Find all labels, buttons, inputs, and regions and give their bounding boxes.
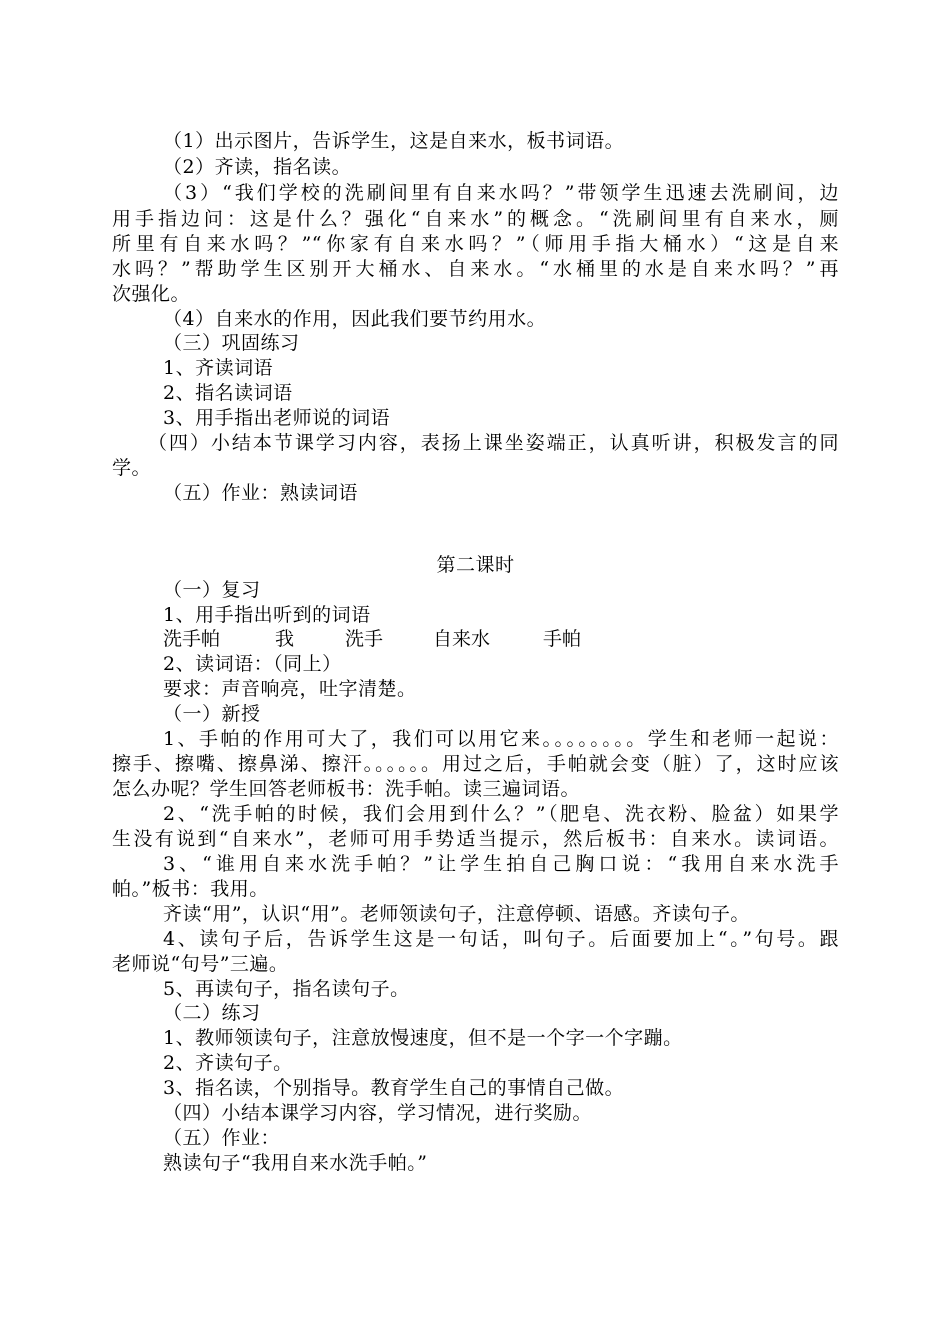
list-item: 1、教师领读句子，注意放慢速度，但不是一个字一个字蹦。 bbox=[163, 1027, 683, 1049]
list-item: 2、读词语：（同上） bbox=[163, 653, 342, 675]
text-line: 熟读句子“我用自来水洗手帕。” bbox=[163, 1152, 428, 1174]
text-line: 水吗？”帮助学生区别开大桶水、自来水。“水桶里的水是自来水吗？”再 bbox=[112, 258, 839, 280]
text-line: （五）作业：熟读词语 bbox=[163, 482, 359, 504]
text-line: 所里有自来水吗？”“你家有自来水吗？”（师用手指大桶水）“这是自来 bbox=[112, 233, 839, 255]
text-line: 生没有说到“自来水”，老师可用手势适当提示，然后板书：自来水。读词语。 bbox=[112, 828, 839, 850]
text-line: 齐读“用”，认识“用”。老师领读句子，注意停顿、语感。齐读句子。 bbox=[163, 903, 750, 925]
lesson-title: 第二课时 bbox=[436, 554, 515, 576]
text-line: 次强化。 bbox=[112, 283, 191, 305]
list-item: 1、齐读词语 bbox=[163, 357, 274, 379]
text-line: 擦手、擦嘴、擦鼻涕、擦汗。。。。。。用过之后，手帕就会变（脏）了，这时应该 bbox=[112, 753, 839, 775]
list-item: 1、用手指出听到的词语 bbox=[163, 604, 371, 626]
text-line: 1、手帕的作用可大了，我们可以用它来。。。。。。。。学生和老师一起说： bbox=[163, 728, 839, 750]
word-item: 我 bbox=[275, 628, 295, 650]
text-line: 3、“谁用自来水洗手帕？”让学生拍自己胸口说：“我用自来水洗手 bbox=[163, 853, 839, 875]
text-line: （4）自来水的作用，因此我们要节约用水。 bbox=[163, 308, 547, 330]
text-line: 学。 bbox=[112, 457, 152, 479]
text-line: 4、读句子后，告诉学生这是一句话，叫句子。后面要加上“。”句号。跟 bbox=[163, 928, 839, 950]
word-item: 洗手 bbox=[345, 628, 384, 650]
section-heading: （三）巩固练习 bbox=[163, 332, 300, 354]
text-line: （1）出示图片，告诉学生，这是自来水，板书词语。 bbox=[163, 130, 625, 152]
list-item: 3、指名读，个别指导。教育学生自己的事情自己做。 bbox=[163, 1077, 625, 1099]
text-line: （3）“我们学校的洗刷间里有自来水吗？”带领学生迅速去洗刷间，边 bbox=[163, 182, 839, 204]
word-item: 自来水 bbox=[433, 628, 491, 650]
section-heading: （一）新授 bbox=[163, 703, 261, 725]
list-item: 3、用手指出老师说的词语 bbox=[163, 407, 391, 429]
word-item: 洗手帕 bbox=[163, 628, 221, 650]
word-item: 手帕 bbox=[543, 628, 582, 650]
text-line: 用手指边问：这是什么？强化“自来水”的概念。“洗刷间里有自来水，厕 bbox=[112, 208, 839, 230]
section-heading: （一）复习 bbox=[163, 579, 261, 601]
list-item: 2、齐读句子。 bbox=[163, 1052, 293, 1074]
text-line: （2）齐读，指名读。 bbox=[163, 156, 352, 178]
text-line: 老师说“句号”三遍。 bbox=[112, 953, 289, 975]
text-line: 要求：声音响亮，吐字清楚。 bbox=[163, 678, 417, 700]
text-line: （四）小结本节课学习内容，表扬上课坐姿端正，认真听讲，积极发言的同 bbox=[148, 432, 839, 454]
section-heading: （二）练习 bbox=[163, 1002, 261, 1024]
section-heading: （五）作业： bbox=[163, 1127, 281, 1149]
text-line: 怎么办呢？学生回答老师板书：洗手帕。读三遍词语。 bbox=[112, 778, 581, 800]
section-heading: （四）小结本课学习内容，学习情况，进行奖励。 bbox=[163, 1102, 593, 1124]
text-line: 2、“洗手帕的时候，我们会用到什么？”（肥皂、洗衣粉、脸盆）如果学 bbox=[163, 803, 839, 825]
list-item: 2、指名读词语 bbox=[163, 382, 293, 404]
text-line: 5、再读句子，指名读句子。 bbox=[163, 978, 410, 1000]
text-line: 帕。”板书：我用。 bbox=[112, 878, 269, 900]
